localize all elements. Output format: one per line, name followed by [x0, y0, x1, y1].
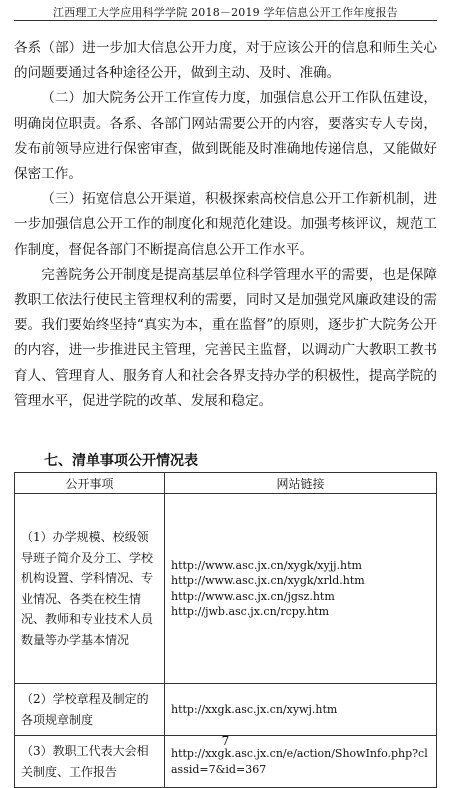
link[interactable]: http://www.asc.jx.cn/xygk/xyjj.htm — [171, 558, 362, 572]
paragraph: （二）加大院务公开工作宣传力度，加强信息公开工作队伍建设，明确岗位职责。各系、各部门网站需要公开的内容，要落实专人专岗，发布前领导应进行保密审查，做到既能及时准确地传递信息，又能做好保密工作。 — [14, 90, 437, 183]
table-cell-links — [165, 684, 437, 736]
paragraph: 完善院务公开制度是提高基层单位科学管理水平的需要，也是保障教职工依法行使民主管理权利的需要，同时又是加强党风廉政建设的需要。我们要始终坚持“真实为本，重在监督”的原则，逐步扩大院务公开的内容，进一步推进民主管理，完善民主监督，以调动广大教职工教书育人、管理育人、服务育人和社会各界支持办学的积极性，提高学院的管理水平，促进学院的改革、发展和稳定。 — [14, 266, 437, 409]
section-title: 七、清单事项公开情况表 — [44, 453, 198, 469]
table-row — [15, 494, 437, 684]
header-rule — [14, 20, 437, 21]
link[interactable]: http://jwb.asc.jx.cn/rcpy.htm — [171, 605, 330, 618]
table-cell-links — [165, 494, 437, 684]
link[interactable]: http://www.asc.jx.cn/xygk/xrld.htm — [171, 574, 365, 587]
link[interactable]: http://www.asc.jx.cn/jgsz.htm — [171, 589, 335, 603]
page-number: 7 — [221, 734, 230, 748]
table-cell-item: （2）学校章程及制定的各项规章制度 — [15, 684, 165, 736]
paragraph: 各系（部）进一步加大信息公开力度，对于应该公开的信息和师生关心的问题要通过各种途径公开，做到主动、及时、准确。 — [14, 40, 437, 82]
table-row — [15, 684, 437, 736]
body-text — [14, 36, 437, 414]
table-cell-item: （1）办学规模、校级领导班子简介及分工、学校机构设置、学科情况、专业情况、各类在校生情况、教师和专业技术人员数量等办学基本情况 — [15, 494, 165, 684]
link[interactable]: http://xxgk.asc.jx.cn/e/action/ShowInfo.php?classid=7&id=367 — [171, 747, 428, 776]
column-header: 公开事项 — [15, 473, 165, 494]
table-header-row — [15, 473, 437, 494]
page-header: 江西理工大学应用科学学院 2018－2019 学年信息公开工作年度报告 — [53, 6, 398, 19]
table-cell-item: （3）教职工代表大会相关制度、工作报告 — [15, 736, 165, 788]
paragraph: （三）拓宽信息公开渠道，积极探索高校信息公开工作新机制，进一步加强信息公开工作的制度化和规范化建设。加强考核评议，规范工作制度，督促各部门不断提高信息公开工作水平。 — [14, 191, 437, 258]
column-header: 网站链接 — [165, 473, 437, 494]
link[interactable]: http://xxgk.asc.jx.cn/xywj.htm — [171, 702, 338, 716]
